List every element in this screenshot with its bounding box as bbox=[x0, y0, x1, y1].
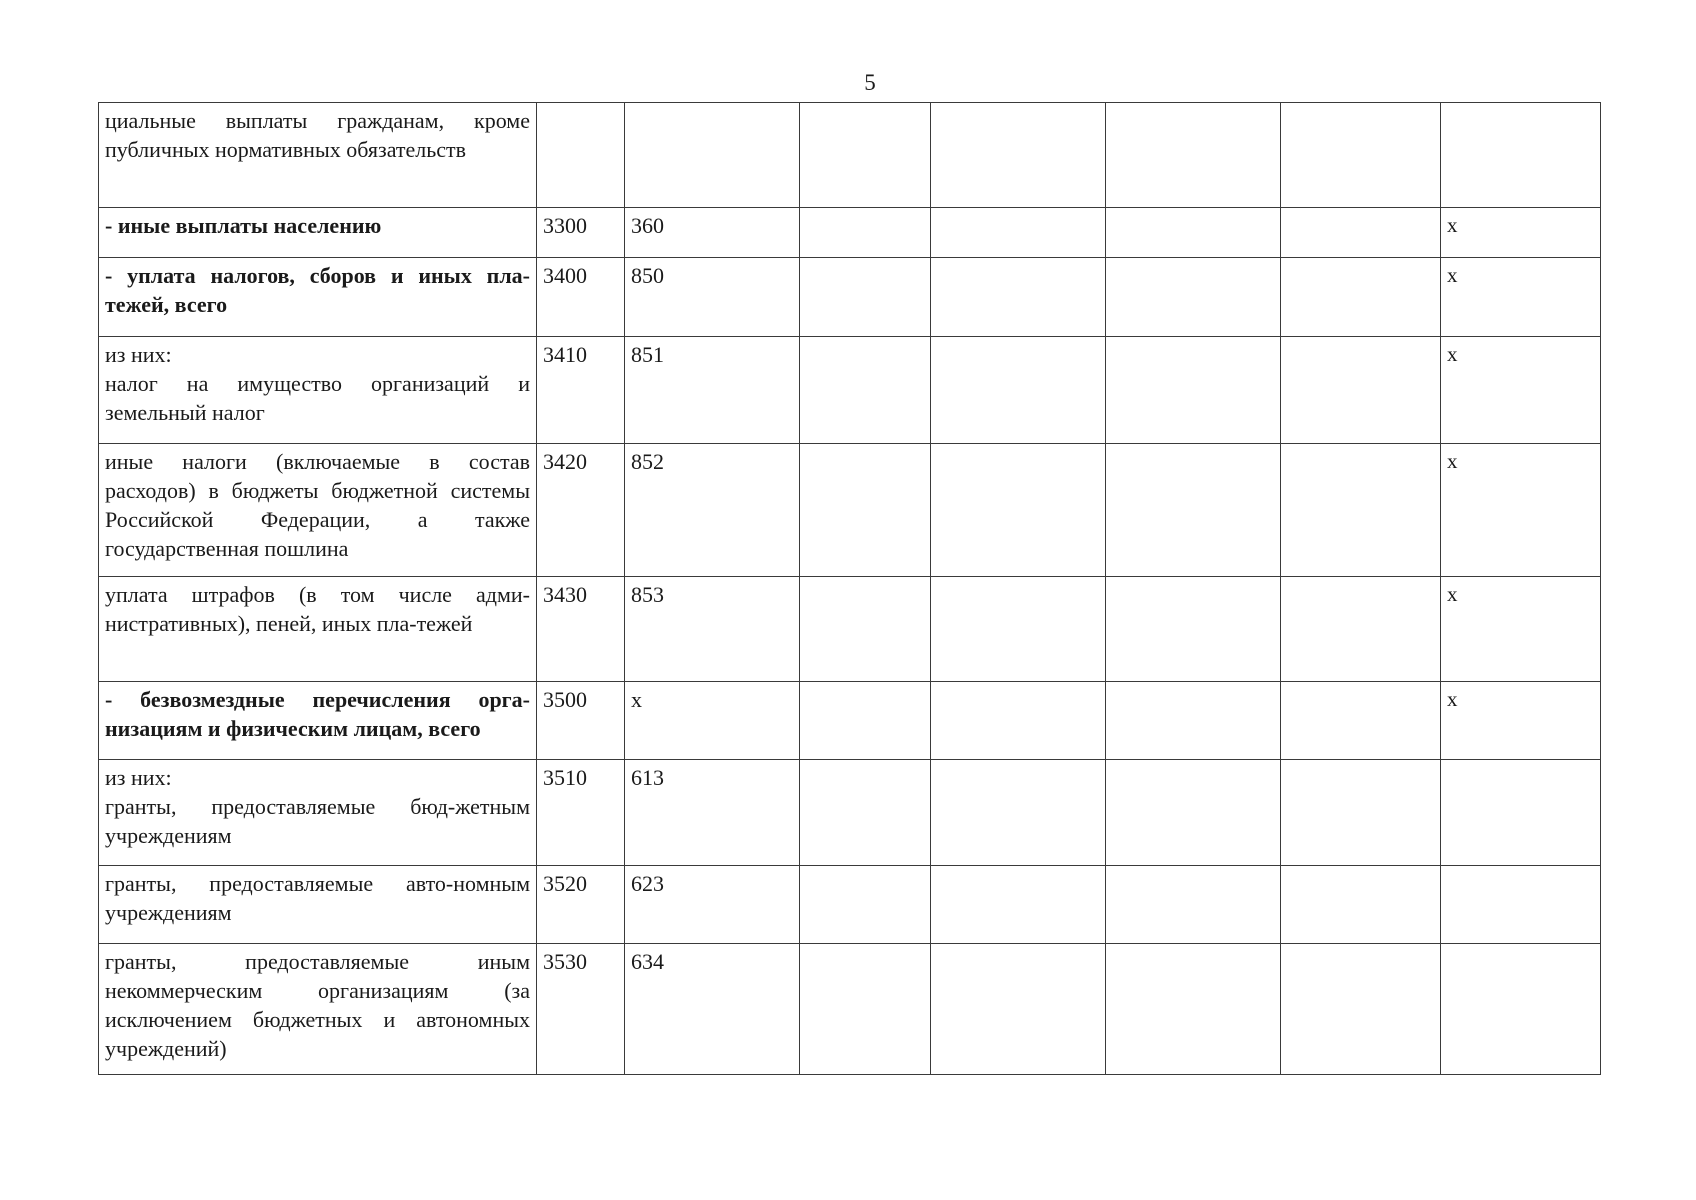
table-row bbox=[99, 577, 1601, 682]
table-row bbox=[99, 682, 1601, 760]
page-number: 5 bbox=[864, 70, 876, 95]
table-row bbox=[99, 258, 1601, 337]
row-description: гранты, предоставляемые авто-номным учреждениям bbox=[99, 866, 537, 944]
table-row bbox=[99, 208, 1601, 258]
row-description-lead: из них: bbox=[105, 765, 172, 790]
row-description: уплата штрафов (в том числе адми-нистративных), пеней, иных пла-тежей bbox=[99, 577, 537, 682]
table-row bbox=[99, 944, 1601, 1075]
row-description: - уплата налогов, сборов и иных пла-тежей, всего bbox=[99, 258, 537, 337]
row-cell-empty bbox=[1281, 577, 1441, 682]
row-cell-empty bbox=[1281, 258, 1441, 337]
row-kosgu: x bbox=[625, 682, 800, 760]
row-description-lead: из них: bbox=[105, 342, 172, 367]
row-cell-empty bbox=[1281, 866, 1441, 944]
row-cell-empty bbox=[1281, 760, 1441, 866]
row-cell-empty bbox=[800, 258, 931, 337]
row-code bbox=[537, 103, 625, 208]
row-cell-empty bbox=[931, 103, 1106, 208]
row-cell-empty bbox=[800, 103, 931, 208]
row-code: 3500 bbox=[537, 682, 625, 760]
row-cell-empty bbox=[1106, 258, 1281, 337]
row-description: иные налоги (включаемые в состав расходов) в бюджеты бюджетной системы Российской Федерации, а также государственная пошлина bbox=[99, 444, 537, 577]
row-code: 3520 bbox=[537, 866, 625, 944]
row-cell-empty bbox=[1106, 944, 1281, 1075]
row-last-value: x bbox=[1441, 577, 1601, 682]
row-cell-empty bbox=[1281, 444, 1441, 577]
row-cell-empty bbox=[1281, 944, 1441, 1075]
row-cell-empty bbox=[1106, 444, 1281, 577]
row-last-value bbox=[1441, 103, 1601, 208]
row-cell-empty bbox=[1106, 760, 1281, 866]
row-cell-empty bbox=[1106, 682, 1281, 760]
table-row bbox=[99, 103, 1601, 208]
row-description: циальные выплаты гражданам, кроме публичных нормативных обязательств bbox=[99, 103, 537, 208]
budget-table bbox=[98, 102, 1601, 1075]
row-cell-empty bbox=[1106, 103, 1281, 208]
row-kosgu: 852 bbox=[625, 444, 800, 577]
row-cell-empty bbox=[931, 444, 1106, 577]
row-kosgu: 634 bbox=[625, 944, 800, 1075]
row-code: 3530 bbox=[537, 944, 625, 1075]
row-code: 3400 bbox=[537, 258, 625, 337]
row-cell-empty bbox=[1281, 103, 1441, 208]
row-last-value bbox=[1441, 944, 1601, 1075]
row-code: 3300 bbox=[537, 208, 625, 258]
row-code: 3510 bbox=[537, 760, 625, 866]
row-last-value: x bbox=[1441, 444, 1601, 577]
table-row bbox=[99, 444, 1601, 577]
row-cell-empty bbox=[931, 682, 1106, 760]
table-row bbox=[99, 760, 1601, 866]
row-last-value bbox=[1441, 866, 1601, 944]
row-last-value bbox=[1441, 760, 1601, 866]
row-cell-empty bbox=[800, 577, 931, 682]
row-kosgu: 613 bbox=[625, 760, 800, 866]
row-cell-empty bbox=[931, 337, 1106, 444]
row-description: - иные выплаты населению bbox=[99, 208, 537, 258]
row-cell-empty bbox=[931, 760, 1106, 866]
row-kosgu: 850 bbox=[625, 258, 800, 337]
row-kosgu: 623 bbox=[625, 866, 800, 944]
row-cell-empty bbox=[800, 337, 931, 444]
row-cell-empty bbox=[1106, 577, 1281, 682]
row-description: гранты, предоставляемые иным некоммерческим организациям (за исключением бюджетных и автономных учреждений) bbox=[99, 944, 537, 1075]
row-cell-empty bbox=[931, 208, 1106, 258]
row-last-value: x bbox=[1441, 258, 1601, 337]
row-cell-empty bbox=[800, 682, 931, 760]
row-cell-empty bbox=[931, 944, 1106, 1075]
row-last-value: x bbox=[1441, 208, 1601, 258]
row-kosgu bbox=[625, 103, 800, 208]
row-description: из них: гранты, предоставляемые бюд-жетным учреждениям bbox=[99, 760, 537, 866]
row-code: 3410 bbox=[537, 337, 625, 444]
row-kosgu: 853 bbox=[625, 577, 800, 682]
row-cell-empty bbox=[1106, 208, 1281, 258]
row-kosgu: 360 bbox=[625, 208, 800, 258]
row-cell-empty bbox=[800, 760, 931, 866]
row-description: - безвозмездные перечисления орга-низациям и физическим лицам, всего bbox=[99, 682, 537, 760]
row-code: 3430 bbox=[537, 577, 625, 682]
row-cell-empty bbox=[800, 444, 931, 577]
row-cell-empty bbox=[800, 944, 931, 1075]
row-cell-empty bbox=[1281, 682, 1441, 760]
row-code: 3420 bbox=[537, 444, 625, 577]
row-cell-empty bbox=[800, 208, 931, 258]
row-last-value: x bbox=[1441, 337, 1601, 444]
row-last-value: x bbox=[1441, 682, 1601, 760]
row-kosgu: 851 bbox=[625, 337, 800, 444]
row-cell-empty bbox=[1106, 866, 1281, 944]
table-row bbox=[99, 337, 1601, 444]
row-cell-empty bbox=[931, 258, 1106, 337]
row-cell-empty bbox=[1281, 208, 1441, 258]
row-cell-empty bbox=[1106, 337, 1281, 444]
row-description: из них: налог на имущество организаций и земельный налог bbox=[99, 337, 537, 444]
row-cell-empty bbox=[800, 866, 931, 944]
row-cell-empty bbox=[931, 866, 1106, 944]
row-cell-empty bbox=[1281, 337, 1441, 444]
row-cell-empty bbox=[931, 577, 1106, 682]
table-row bbox=[99, 866, 1601, 944]
